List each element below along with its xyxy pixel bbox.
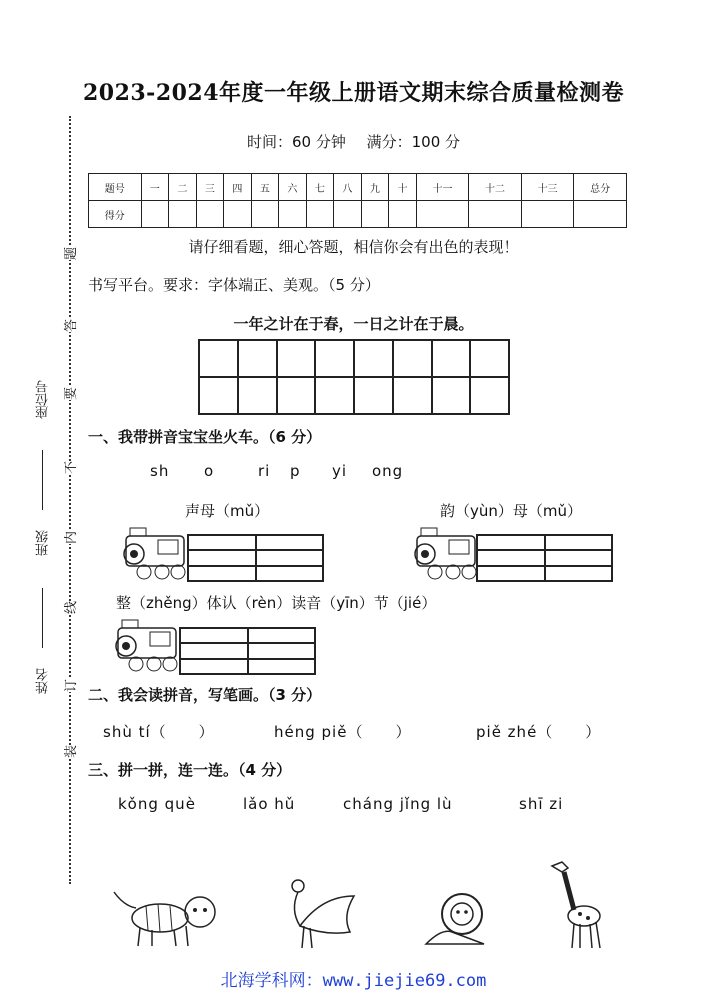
- binding-char: 要: [60, 387, 79, 400]
- train3-cars: [179, 627, 316, 675]
- score-cell[interactable]: [389, 201, 417, 228]
- score-table-header-cell: 十: [389, 174, 417, 201]
- name-label: [34, 668, 53, 694]
- train1-label: 声母（mǔ）: [185, 502, 270, 520]
- score-table-header-cell: 五: [251, 174, 279, 201]
- score-table-header-cell: 十三: [521, 174, 574, 201]
- score-table-header-cell: 八: [334, 174, 362, 201]
- writing-grid-cell[interactable]: [277, 377, 316, 414]
- encouragement-text: 请仔细看题，细心答题，相信你会有出色的表现！: [188, 238, 519, 256]
- writing-sentence: 一年之计在于春，一日之计在于晨。: [233, 315, 474, 333]
- score-cell[interactable]: [224, 201, 252, 228]
- exam-info: [0, 131, 707, 152]
- q3-word-tiger: lǎo hǔ: [243, 795, 296, 813]
- q1-syllable: yi: [332, 462, 348, 480]
- q2-item-3: piě zhé（ ）: [476, 723, 602, 741]
- train-engine-icon: [405, 522, 479, 582]
- score-table-header-cell: 题号: [89, 174, 142, 201]
- q1-syllable: p: [290, 462, 301, 480]
- class-label-text: 班级: [36, 530, 51, 556]
- score-cell[interactable]: [334, 201, 362, 228]
- seat-blank[interactable]: [42, 450, 43, 510]
- writing-grid-cell[interactable]: [238, 377, 277, 414]
- train3-label: 整（zhěng）体认（rèn）读音（yīn）节（jié）: [116, 594, 437, 612]
- score-table-header-cell: 总分: [574, 174, 627, 201]
- score-cell[interactable]: [469, 201, 522, 228]
- score-cell[interactable]: [306, 201, 334, 228]
- train-engine-icon: [106, 614, 180, 674]
- writing-grid-cell[interactable]: [470, 377, 509, 414]
- binding-char: 线: [60, 601, 79, 614]
- score-table-header-cell: 四: [224, 174, 252, 201]
- writing-grid-cell[interactable]: [393, 340, 432, 377]
- lion-icon: [422, 888, 492, 950]
- score-cell[interactable]: [196, 201, 224, 228]
- score-table-head-row: [89, 174, 627, 201]
- writing-instruction: 书写平台。要求：字体端正、美观。（5 分）: [88, 276, 380, 294]
- q1-syllable: sh: [150, 462, 170, 480]
- writing-grid-cell[interactable]: [432, 340, 471, 377]
- q2-item-2: héng piě（ ）: [274, 723, 412, 741]
- binding-char: 装: [60, 745, 79, 758]
- q3-word-lion: shī zi: [519, 795, 564, 813]
- train2-cars: [476, 534, 613, 582]
- binding-line: [69, 116, 71, 884]
- score-table: [88, 173, 627, 228]
- writing-grid-cell[interactable]: [277, 340, 316, 377]
- score-table-header-cell: 九: [361, 174, 389, 201]
- q1-syllable: o: [204, 462, 215, 480]
- class-blank[interactable]: [42, 588, 43, 648]
- class-label: [34, 530, 53, 556]
- score-cell[interactable]: [361, 201, 389, 228]
- score-table-header-cell: 一: [141, 174, 169, 201]
- writing-grid-cell[interactable]: [199, 340, 238, 377]
- score-table-header-cell: 七: [306, 174, 334, 201]
- q2-item-1: shù tí（ ）: [103, 723, 215, 741]
- binding-char: 答: [60, 319, 79, 332]
- q1-syllable: ong: [372, 462, 404, 480]
- name-label-text: 姓名: [36, 668, 51, 694]
- score-table-header-cell: 十一: [416, 174, 469, 201]
- train-engine-icon: [114, 522, 188, 582]
- writing-grid-cell[interactable]: [432, 377, 471, 414]
- giraffe-icon: [540, 858, 610, 950]
- writing-grid-cell[interactable]: [354, 377, 393, 414]
- writing-grid-cell[interactable]: [238, 340, 277, 377]
- q3-heading: 三、拼一拼，连一连。（4 分）: [88, 761, 292, 779]
- writing-grid: [198, 339, 510, 415]
- writing-grid-cell[interactable]: [354, 340, 393, 377]
- binding-char: 内: [60, 531, 79, 544]
- q3-word-giraffe: cháng jǐng lù: [343, 795, 453, 813]
- score-table-score-row: [89, 201, 627, 228]
- writing-grid-cell[interactable]: [199, 377, 238, 414]
- q3-word-peacock: kǒng què: [118, 795, 196, 813]
- score-table-header-cell: 二: [169, 174, 197, 201]
- score-table-header-cell: 六: [279, 174, 307, 201]
- score-table-row-label: 得分: [89, 201, 142, 228]
- score-cell[interactable]: [574, 201, 627, 228]
- score-cell[interactable]: [416, 201, 469, 228]
- footer-watermark: 北海学科网：www.jiejie69.com: [220, 971, 487, 991]
- q1-syllable: ri: [258, 462, 271, 480]
- binding-char: 题: [60, 247, 79, 260]
- score-cell[interactable]: [279, 201, 307, 228]
- writing-grid-cell[interactable]: [470, 340, 509, 377]
- score-cell[interactable]: [251, 201, 279, 228]
- score-cell[interactable]: [141, 201, 169, 228]
- train2-label: 韵（yùn）母（mǔ）: [440, 502, 583, 520]
- score-cell[interactable]: [521, 201, 574, 228]
- binding-char: 订: [60, 679, 79, 692]
- writing-grid-cell[interactable]: [315, 377, 354, 414]
- seat-label-text: 座位号: [36, 380, 51, 419]
- q2-heading: 二、我会读拼音，写笔画。（3 分）: [88, 686, 322, 704]
- peacock-icon: [272, 876, 356, 952]
- score-cell[interactable]: [169, 201, 197, 228]
- time-label: 时间：60 分钟: [246, 133, 346, 151]
- full-score-label: 满分：100 分: [366, 133, 461, 151]
- writing-grid-cell[interactable]: [393, 377, 432, 414]
- q1-heading: 一、我带拼音宝宝坐火车。（6 分）: [88, 428, 322, 446]
- binding-char: 不: [60, 461, 79, 474]
- seat-number-label: [34, 380, 53, 419]
- train1-cars: [187, 534, 324, 582]
- score-table-header-cell: 三: [196, 174, 224, 201]
- tiger-icon: [110, 884, 222, 950]
- exam-title: 2023-2024年度一年级上册语文期末综合质量检测卷: [82, 80, 625, 106]
- score-table-header-cell: 十二: [469, 174, 522, 201]
- writing-grid-cell[interactable]: [315, 340, 354, 377]
